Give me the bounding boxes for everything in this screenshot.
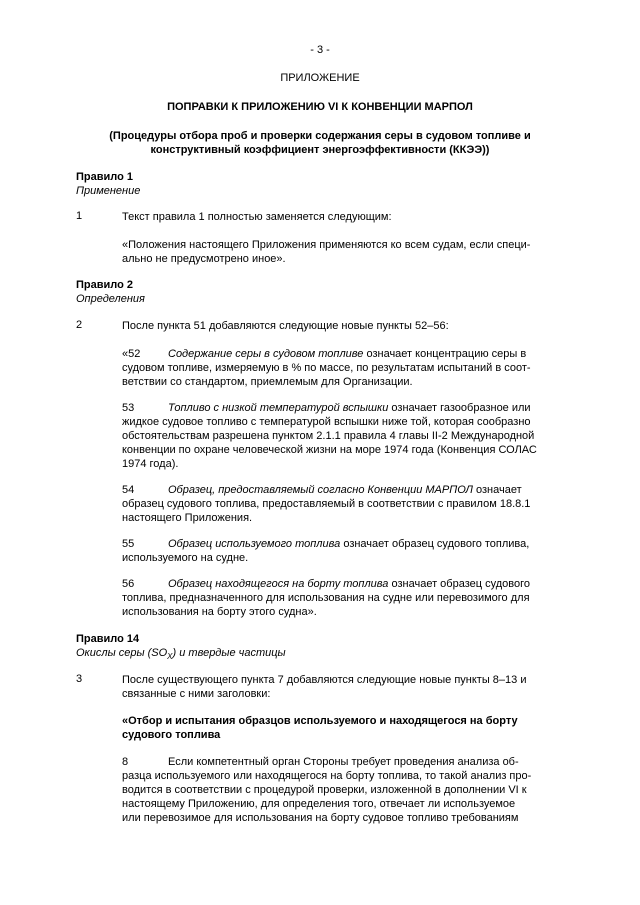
subtitle-line: (Процедуры отбора проб и проверки содержания серы в судовом топливе и [109, 130, 531, 142]
annex-heading: ПРИЛОЖЕНИЕ [280, 72, 360, 84]
rule-title: Правило 1 [76, 171, 134, 183]
text-line: обстоятельствам разрешена пунктом 2.1.1 правила 4 главы II-2 Международной [122, 430, 535, 442]
text-line: разца используемого или находящегося на борту топлива, то такой анализ про- [122, 770, 532, 782]
defined-term: Образец используемого топлива [168, 538, 341, 550]
text-line: использования на борту этого судна». [122, 606, 317, 618]
document-subtitle [60, 129, 580, 157]
paragraph-54 [122, 483, 565, 525]
paragraph-number: 55 [122, 538, 135, 550]
text-line: «Положения настоящего Приложения применяются ко всем судам, если специ- [122, 239, 531, 251]
text-line: «Отбор и испытания образцов используемого и находящегося на борту [122, 715, 518, 727]
text-line: После существующего пункта 7 добавляются следующие новые пункты 8–13 и [122, 674, 527, 686]
text-line: судовом топливе, измеряемую в % по массе, по результатам испытаний в соот- [122, 362, 531, 374]
section-heading [122, 714, 565, 742]
text-line: образец судового топлива, предоставляемый в соответствии с правилом 18.8.1 [122, 498, 531, 510]
text-line: 1974 года). [122, 458, 179, 470]
item-number: 1 [76, 210, 83, 222]
item-number: 3 [76, 673, 83, 685]
text-line: связанные с ними заголовки: [122, 688, 271, 700]
text-fragment: означает [472, 484, 522, 496]
text-line: настоящему Приложению, для определения того, отвечает ли используемое [122, 798, 516, 810]
paragraph-56 [122, 577, 565, 619]
text-fragment: Если компетентный орган Стороны требует проведения анализа об- [168, 756, 519, 768]
rule-title: Правило 2 [76, 279, 134, 291]
paragraph-number: 53 [122, 402, 135, 414]
text-fragment: означает газообразное или [388, 402, 531, 414]
item-text: После пункта 51 добавляются следующие новые пункты 52–56: [122, 320, 449, 332]
rule-title: Правило 14 [76, 633, 140, 645]
paragraph-number: «52 [122, 348, 141, 360]
rule-subtitle: Определения [76, 293, 145, 305]
page-number: - 3 - [310, 44, 330, 56]
paragraph-53 [122, 401, 565, 471]
text-line: ально не предусмотрено иное». [122, 253, 286, 265]
text-line: ветствии со стандартом, приемлемым для Организации. [122, 376, 413, 388]
subtitle-line: конструктивный коэффициент энергоэффективности (ККЭЭ)) [150, 144, 490, 156]
text-line: судового топлива [122, 729, 221, 741]
paragraph-52 [122, 347, 565, 389]
item-text [122, 673, 565, 701]
defined-term: Образец находящегося на борту топлива [168, 578, 389, 590]
text-line: используемого на судне. [122, 552, 249, 564]
text-line: жидкое судовое топливо с температурой вспышки ниже той, которая сообразно [122, 416, 531, 428]
subtitle-fragment: ) и твердые частицы [172, 647, 286, 659]
item-number: 2 [76, 319, 83, 331]
text-line: настоящего Приложения. [122, 512, 253, 524]
subscript: X [167, 652, 173, 662]
paragraph-number: 56 [122, 578, 135, 590]
paragraph-8 [122, 755, 565, 825]
rule-1-heading [76, 170, 140, 198]
rule-2-heading [76, 278, 145, 306]
rule-1-quote [122, 238, 565, 266]
subtitle-fragment: Окислы серы (SO [76, 647, 168, 659]
rule-subtitle: Применение [76, 185, 141, 197]
defined-term: Образец, предоставляемый согласно Конвенции МАРПОЛ [168, 484, 473, 496]
text-fragment: означает концентрацию серы в [363, 348, 527, 360]
item-text: Текст правила 1 полностью заменяется следующим: [122, 211, 392, 223]
rule-subtitle [76, 646, 286, 664]
text-line: или перевозимое для использования на борту судовое топливо требованиям [122, 812, 519, 824]
paragraph-number: 8 [122, 756, 129, 768]
document-title: ПОПРАВКИ К ПРИЛОЖЕНИЮ VI К КОНВЕНЦИИ МАРПОЛ [167, 101, 473, 113]
paragraph-55 [122, 537, 565, 565]
text-line: конвенции по охране человеческой жизни на море 1974 года (Конвенция СОЛАС [122, 444, 537, 456]
text-fragment: означает образец судового топлива, [340, 538, 530, 550]
text-line: водится в соответствии с процедурой проверки, изложенной в дополнении VI к [122, 784, 527, 796]
paragraph-number: 54 [122, 484, 135, 496]
rule-14-heading [76, 632, 286, 664]
defined-term: Топливо с низкой температурой вспышки [168, 402, 389, 414]
defined-term: Содержание серы в судовом топливе [168, 348, 364, 360]
text-fragment: означает образец судового [388, 578, 530, 590]
text-line: топлива, предназначенного для использования на судне или перевозимого для [122, 592, 530, 604]
